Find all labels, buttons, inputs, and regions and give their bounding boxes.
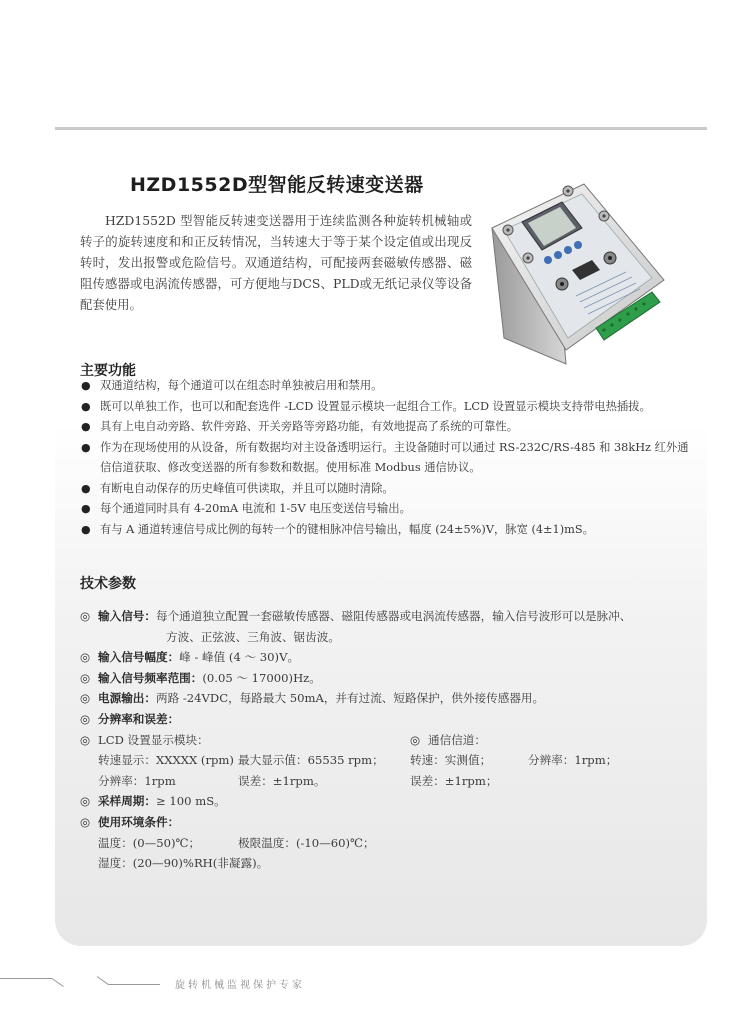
spec-sampling: ◎ 采样周期：≥ 100 mS。	[80, 791, 700, 812]
circle-bullet-icon: ◎	[410, 732, 421, 747]
features-list	[80, 376, 700, 540]
feature-item: ● 既可以单独工作，也可以和配套选件 -LCD 设置显示模块一起组合工作。LCD 设置显示模块支持带电热插拔。	[80, 397, 700, 418]
spec-input-signal: ◎ 输入信号：每个通道独立配置一套磁敏传感器、磁阻传感器或电涡流传感器，输入信号波形可以是脉冲、	[80, 606, 700, 627]
circle-bullet-icon: ◎	[80, 691, 91, 706]
intro-paragraph: HZD1552D 型智能反转速变送器用于连续监测各种旋转机械轴或转子的旋转速度和和正反转情况，当转速大于等于某个设定值或出现反转时，发出报警或危险信号。双通道结构，可配接两套磁敏传感器、磁阻传感器或电涡流传感器，可方便地与DCS、PLD或无纸记录仪等设备配套使用。	[80, 213, 472, 312]
feature-item: ● 每个通道同时具有 4-20mA 电流和 1-5V 电压变送信号输出。	[80, 499, 700, 520]
feature-item: ● 作为在现场使用的从设备，所有数据均对主设备透明运行。主设备随时可以通过 RS-232C/RS-485 和 38kHz 红外通信信道获取、修改变送器的所有参数和数据。使用标准 Modbus 通信协议。	[80, 438, 690, 479]
circle-bullet-icon: ◎	[80, 814, 91, 829]
circle-bullet-icon: ◎	[80, 711, 91, 726]
spec-environment: ◎ 使用环境条件：	[80, 812, 700, 833]
spec-input-signal-cont: 方波、正弦波、三角波、锯齿波。	[166, 629, 340, 644]
footer-divider-mark	[52, 978, 64, 987]
feature-item: ● 具有上电自动旁路、软件旁路、开关旁路等旁路功能，有效地提高了系统的可靠性。	[80, 417, 700, 438]
spec-resolution-row1: 转速显示：XXXXX (rpm) 最大显示值：65535 rpm； 转速：实测值； 分辨率：1rpm；	[98, 753, 618, 768]
spec-environment-humidity: 湿度：(20—90)%RH(非凝露)。	[98, 856, 269, 871]
specs-heading: 技术参数	[80, 576, 136, 592]
footer-divider	[108, 984, 160, 985]
footer-slogan: 旋转机械监视保护专家	[175, 980, 305, 991]
spec-amplitude: ◎ 输入信号幅度：峰 - 峰值 (4 ～ 30)V。	[80, 647, 700, 668]
spec-environment-temp: 温度：(0—50)℃； 极限温度：(-10—60)℃；	[98, 835, 375, 850]
circle-bullet-icon: ◎	[80, 794, 91, 809]
feature-item: ● 双通道结构，每个通道可以在组态时单独被启用和禁用。	[80, 376, 700, 397]
feature-item: ● 有断电自动保存的历史峰值可供读取，并且可以随时清除。	[80, 479, 700, 500]
circle-bullet-icon: ◎	[80, 650, 91, 665]
specs-list	[80, 606, 700, 874]
page-title: HZD1552D型智能反转速变送器	[130, 174, 424, 196]
footer-divider	[0, 978, 52, 979]
spec-resolution-titles: ◎ LCD 设置显示模块： ◎ 通信信道：	[80, 730, 700, 751]
spec-resolution-row2: 分辨率：1rpm 误差：±1rpm。 误差：±1rpm；	[98, 773, 498, 788]
circle-bullet-icon: ◎	[80, 732, 91, 747]
circle-bullet-icon: ◎	[80, 670, 91, 685]
spec-frequency: ◎ 输入信号频率范围：(0.05 ～ 17000)Hz。	[80, 668, 700, 689]
feature-item: ● 有与 A 通道转速信号成比例的每转一个的键相脉冲信号输出，幅度 (24±5%)V，脉宽 (4±1)mS。	[80, 520, 700, 541]
circle-bullet-icon: ◎	[80, 609, 91, 623]
features-heading: 主要功能	[80, 363, 136, 379]
footer-divider-mark	[97, 976, 109, 985]
spec-resolution: ◎ 分辨率和误差：	[80, 709, 700, 730]
spec-power: ◎ 电源输出：两路 -24VDC，每路最大 50mA，并有过流、短路保护，供外接传感器用。	[80, 688, 700, 709]
transmitter-device-image	[486, 178, 668, 368]
